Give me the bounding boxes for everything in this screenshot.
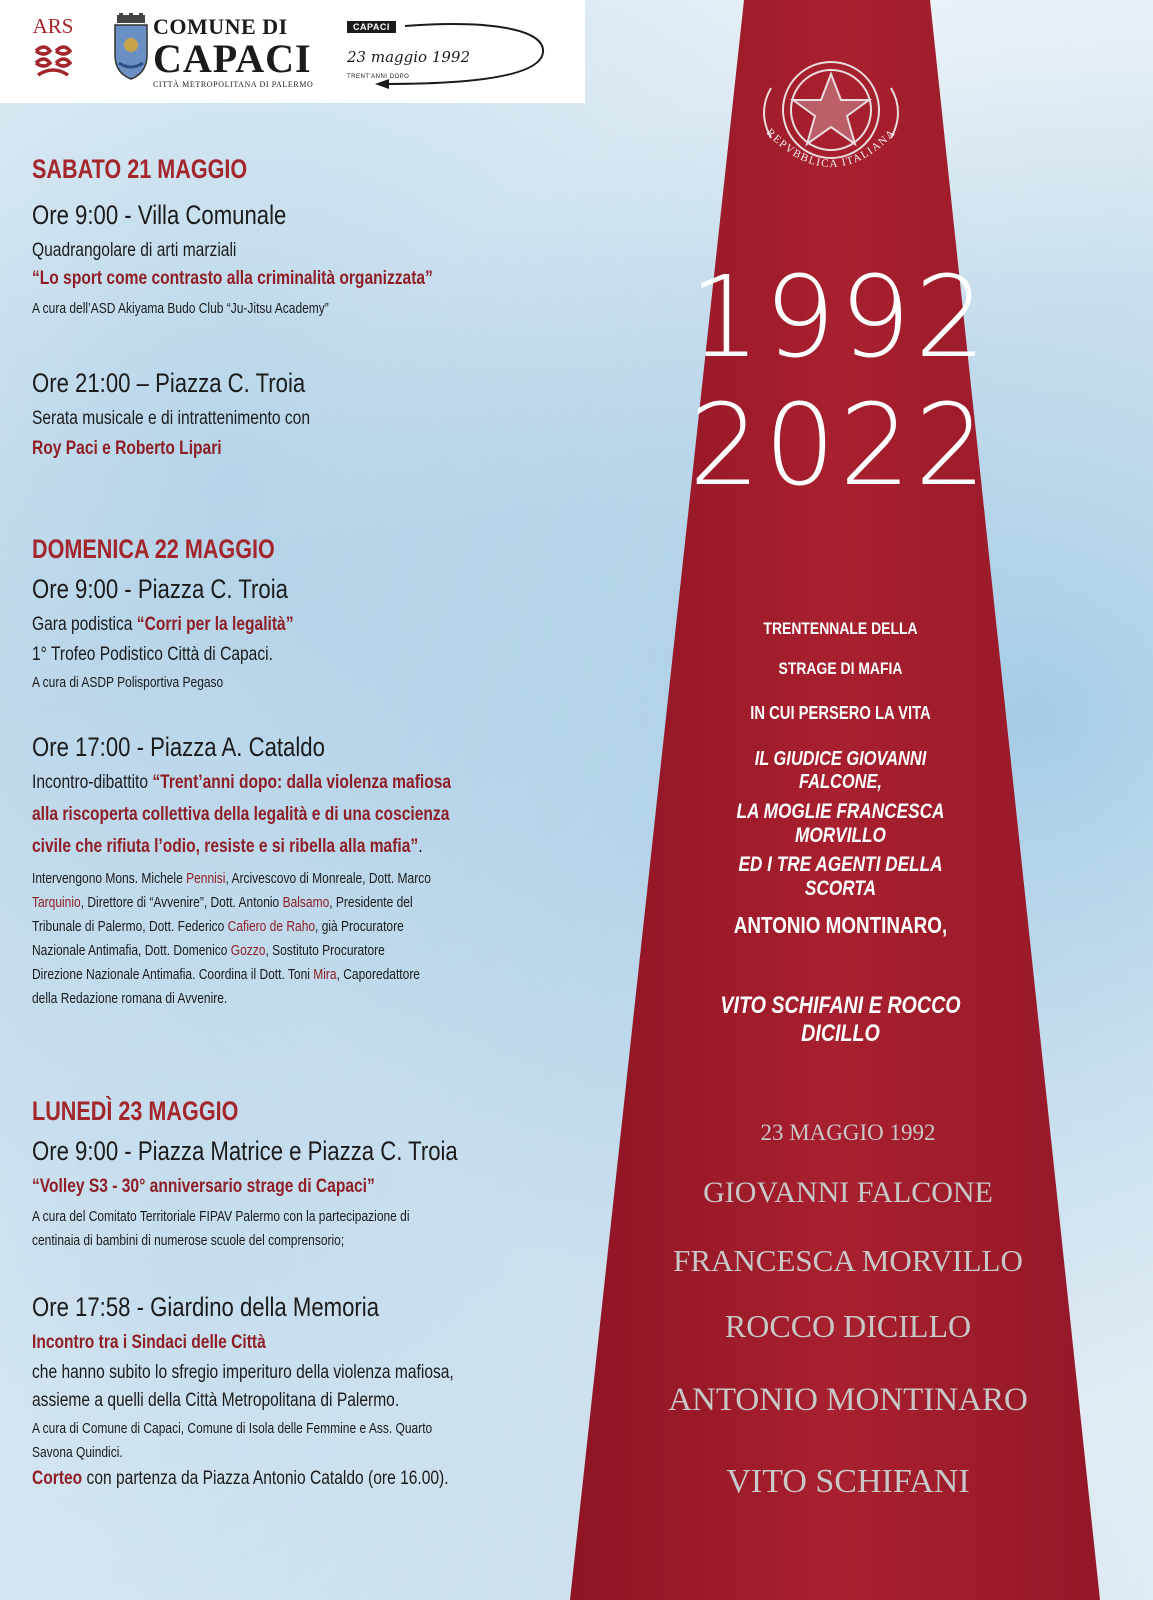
day-monday: LUNEDÌ 23 MAGGIO	[32, 1096, 239, 1126]
sun-event1-desc2: 1° Trofeo Podistico Città di Capaci.	[32, 644, 273, 665]
mon-event2-time: Ore 17:58 - Giardino della Memoria	[32, 1292, 380, 1322]
sat-event2-artists: Roy Paci e Roberto Lipari	[32, 438, 222, 459]
logo-tag: CAPACI	[347, 21, 396, 33]
mon-event1-note-1: A cura del Comitato Territoriale FIPAV Palermo con la partecipazione di	[32, 1208, 410, 1225]
name-dicillo: ROCCO DICILLO	[724, 1308, 972, 1344]
sun-event2-desc: Incontro-dibattito “Trent’anni dopo: dalla violenza mafiosa	[32, 772, 452, 793]
memorial-line-1: TRENTENNALE DELLA	[763, 619, 918, 638]
mon-event1-note-2: centinaia di bambini di numerose scuole del comprensorio;	[32, 1232, 345, 1249]
memorial-line-3: IN CUI PERSERO LA VITA	[750, 703, 931, 723]
mon-event1-time: Ore 9:00 - Piazza Matrice e Piazza C. Troia	[32, 1136, 458, 1166]
year-1992: 1992	[689, 253, 991, 383]
sun-event2-speakers-1: Intervengono Mons. Michele Pennisi, Arcivescovo di Monreale, Dott. Marco	[32, 870, 431, 887]
svg-text:REPVBBLICA ITALIANA	[764, 127, 898, 171]
sun-event1-title: “Corri per la legalità”	[136, 614, 294, 635]
capaci-23-maggio-logo	[345, 18, 550, 94]
mon-event2-desc-1: che hanno subito lo sfregio imperituro della violenza mafiosa,	[32, 1362, 454, 1383]
sun-event2-title-3: civile che rifiuta l’odio, resiste e si ribella alla mafia”	[32, 836, 419, 857]
sat-event2-time: Ore 21:00 – Piazza C. Troia	[32, 368, 306, 398]
comune-title	[153, 14, 313, 89]
names-date: 23 MAGGIO 1992	[760, 1120, 936, 1145]
comune-subtitle: CITTÀ METROPOLITANA DI PALERMO	[153, 80, 314, 89]
logo-date: 23 maggio 1992	[347, 48, 470, 66]
memorial-line-8: VITO SCHIFANI E ROCCO DICILLO	[720, 992, 961, 1047]
name-morvillo: FRANCESCA MORVILLO	[673, 1243, 1023, 1278]
day-sunday: DOMENICA 22 MAGGIO	[32, 534, 275, 564]
mon-event1-title: “Volley S3 - 30° anniversario strage di Capaci”	[32, 1176, 375, 1197]
ars-logo	[30, 14, 76, 81]
sun-event2-speakers-6: della Redazione romana di Avvenire.	[32, 990, 228, 1007]
sat-event2-desc: Serata musicale e di intrattenimento con	[32, 408, 310, 429]
mon-event2-title: Incontro tra i Sindaci delle Città	[32, 1332, 266, 1353]
comune-name: CAPACI	[153, 36, 312, 81]
sun-event1-time: Ore 9:00 - Piazza C. Troia	[32, 574, 288, 604]
mon-event2-desc-2: assieme a quelli della Città Metropolitana di Palermo.	[32, 1390, 400, 1411]
memorial-line-5: LA MOGLIE FRANCESCA MORVILLO	[736, 800, 945, 847]
memorial-line-7: ANTONIO MONTINARO,	[733, 912, 948, 938]
sun-event1-note: A cura di ASDP Polisportiva Pegaso	[32, 674, 224, 691]
memorial-line-6: ED I TRE AGENTI DELLA SCORTA	[738, 853, 943, 900]
memorial-line-2: STRAGE DI MAFIA	[778, 659, 903, 678]
name-falcone: GIOVANNI FALCONE	[703, 1176, 993, 1209]
sat-event1-note: A cura dell’ASD Akiyama Budo Club “Ju-Jitsu Academy”	[32, 300, 329, 317]
italian-republic-emblem-icon	[741, 48, 921, 184]
name-montinaro: ANTONIO MONTINARO	[668, 1382, 1028, 1418]
ars-emblem-icon	[30, 41, 76, 81]
capaci-crest-icon	[113, 13, 149, 83]
sun-event2-speakers-5: Direzione Nazionale Antimafia. Coordina il Dott. Toni Mira, Caporedattore	[32, 966, 420, 983]
mon-event2-corteo: Corteo con partenza da Piazza Antonio Cataldo (ore 16.00).	[32, 1468, 449, 1489]
name-schifani: VITO SCHIFANI	[726, 1463, 970, 1500]
sun-event2-speakers-3: Tribunale di Palermo, Dott. Federico Cafiero de Raho, già Procuratore	[32, 918, 404, 935]
day-saturday: SABATO 21 MAGGIO	[32, 154, 248, 184]
sat-event1-desc: Quadrangolare di arti marziali	[32, 240, 237, 261]
mon-event2-note-2: Savona Quindici.	[32, 1444, 123, 1461]
sun-event2-title-2: alla riscoperta collettiva della legalità e di una coscienza	[32, 804, 450, 825]
emblem-text: REPVBBLICA ITALIANA	[763, 126, 899, 171]
sun-event2-title-1: “Trent’anni dopo: dalla violenza mafiosa	[152, 772, 452, 793]
sun-event2-speakers-2: Tarquinio, Direttore di “Avvenire”, Dott. Antonio Balsamo, Presidente del	[32, 894, 413, 911]
sun-event2-time: Ore 17:00 - Piazza A. Cataldo	[32, 732, 325, 762]
year-2022: 2022	[689, 381, 991, 511]
ars-text: ARS	[32, 14, 74, 38]
logo-subtitle: TRENT'ANNI DOPO	[347, 74, 410, 80]
comune-di-label: COMUNE DI	[153, 14, 288, 39]
sun-event2-speakers-4: Nazionale Antimafia, Dott. Domenico Gozzo, Sostituto Procuratore	[32, 942, 385, 959]
mon-event2-note-1: A cura di Comune di Capaci, Comune di Isola delle Femmine e Ass. Quarto	[32, 1420, 433, 1437]
memorial-line-4: IL GIUDICE GIOVANNI FALCONE,	[754, 748, 927, 793]
header-banner	[0, 0, 585, 103]
sat-event1-time: Ore 9:00 - Villa Comunale	[32, 200, 287, 230]
sun-event1-desc: Gara podistica “Corri per la legalità”	[32, 614, 294, 635]
sun-event2-title-3-line: civile che rifiuta l’odio, resiste e si ribella alla mafia”.	[32, 836, 423, 857]
sat-event1-title: “Lo sport come contrasto alla criminalità organizzata”	[32, 268, 433, 289]
